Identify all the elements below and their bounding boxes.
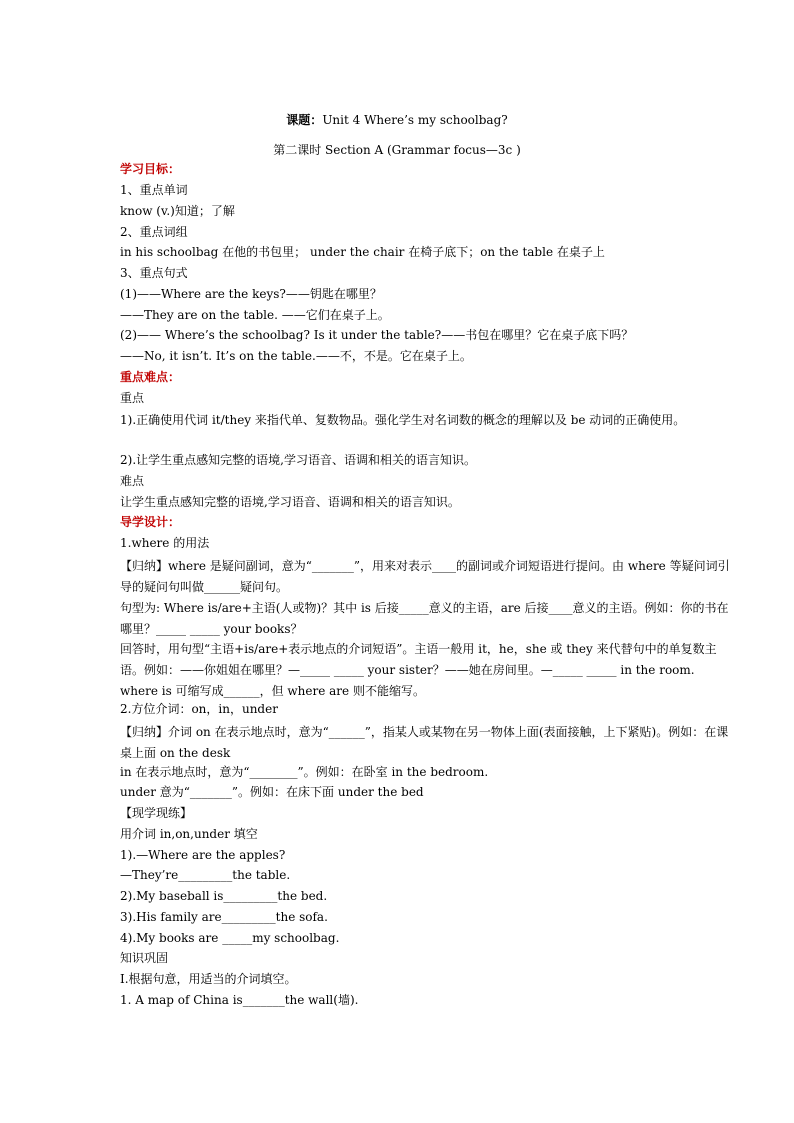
key-points-heading: 重点难点： <box>120 370 181 384</box>
where-heading: 1.where 的用法 <box>120 536 210 550</box>
practice-q2: 2).My baseball is_________the bed. <box>120 889 328 903</box>
where-answer: 回答时，用句型“主语+is/are+表示地点的介词短语”。主语一般用 it，he，she 或 they 来代替句中的单复数主语。例如：——你姐姐在哪里？—_____ _____ your sister？——她在房间里。—_____ _____ in the room. where is 可缩写成______，但 where are 则不能缩写。 <box>120 642 717 698</box>
design-heading: 导学设计： <box>120 515 181 529</box>
practice-q3: 3).His family are_________the sofa. <box>120 910 328 924</box>
page-title <box>0 112 794 128</box>
words-heading: 1、重点单词 <box>120 183 188 197</box>
practice-q4: 4).My books are _____my schoolbag. <box>120 931 340 945</box>
title-text: Unit 4 Where’s my schoolbag? <box>322 113 508 127</box>
key-point-1: 1).正确使用代词 it/they 来指代单、复数物品。强化学生对名词数的概念的理解以及 be 动词的正确使用。 <box>120 413 686 427</box>
key-point-label: 重点 <box>120 391 145 405</box>
where-summary: 【归纳】where 是疑问副词，意为“_______”，用来对表示____的副词或介词短语进行提问。由 where 等疑问词引导的疑问句叫做______疑问句。 <box>120 559 730 594</box>
practice-q1a: 1).—Where are the apples? <box>120 848 286 862</box>
under-summary: under 意为“_______”。例如：在床下面 under the bed <box>120 785 424 799</box>
sentence-2b: ——No, it isn’t. It’s on the table.——不，不是。它在桌子上。 <box>120 349 472 363</box>
exercise-part-1: Ⅰ.根据句意，用适当的介词填空。 <box>120 972 297 986</box>
phrases-line: in his schoolbag 在他的书包里； under the chair 在椅子底下；on the table 在桌子上 <box>120 245 605 259</box>
phrases-heading: 2、重点词组 <box>120 225 188 239</box>
words-line: know (v.)知道；了解 <box>120 204 235 218</box>
in-summary: in 在表示地点时，意为“________”。例如：在卧室 in the bedroom. <box>120 765 489 779</box>
consolidate-heading: 知识巩固 <box>120 951 169 965</box>
page-subtitle: 第二课时 Section A (Grammar focus—3c ) <box>273 143 521 157</box>
exercise-1: 1. A map of China is_______the wall(墙). <box>120 993 359 1007</box>
difficulty-text: 让学生重点感知完整的语境,学习语音、语调和相关的语言知识。 <box>120 495 460 509</box>
practice-heading: 【现学现练】 <box>120 806 193 820</box>
key-point-2: 2).让学生重点感知完整的语境,学习语音、语调和相关的语言知识。 <box>120 453 476 467</box>
sentence-1b: ——They are on the table. ——它们在桌子上。 <box>120 308 390 322</box>
objectives-heading: 学习目标： <box>120 162 181 176</box>
sentence-1: (1)——Where are the keys?——钥匙在哪里？ <box>120 287 382 301</box>
on-summary: 【归纳】介词 on 在表示地点时，意为“______”，指某人或某物在另一物体上面(表面接触，上下紧贴)。例如：在课桌上面 on the desk <box>120 725 729 760</box>
practice-intro: 用介词 in,on,under 填空 <box>120 827 258 841</box>
difficulty-label: 难点 <box>120 474 145 488</box>
where-pattern: 句型为: Where is/are+主语(人或物)？其中 is 后接_____意义的主语，are 后接____意义的主语。例如：你的书在哪里？_____ _____ your books？ <box>120 601 729 636</box>
title-prefix: 课题： <box>286 113 323 127</box>
sentences-heading: 3、重点句式 <box>120 266 188 280</box>
prep-heading: 2.方位介词：on，in，under <box>120 702 278 716</box>
practice-q1b: —They’re_________the table. <box>120 868 291 882</box>
sentence-2: (2)—— Where’s the schoolbag? Is it under the table?——书包在哪里？它在桌子底下吗？ <box>120 328 634 342</box>
